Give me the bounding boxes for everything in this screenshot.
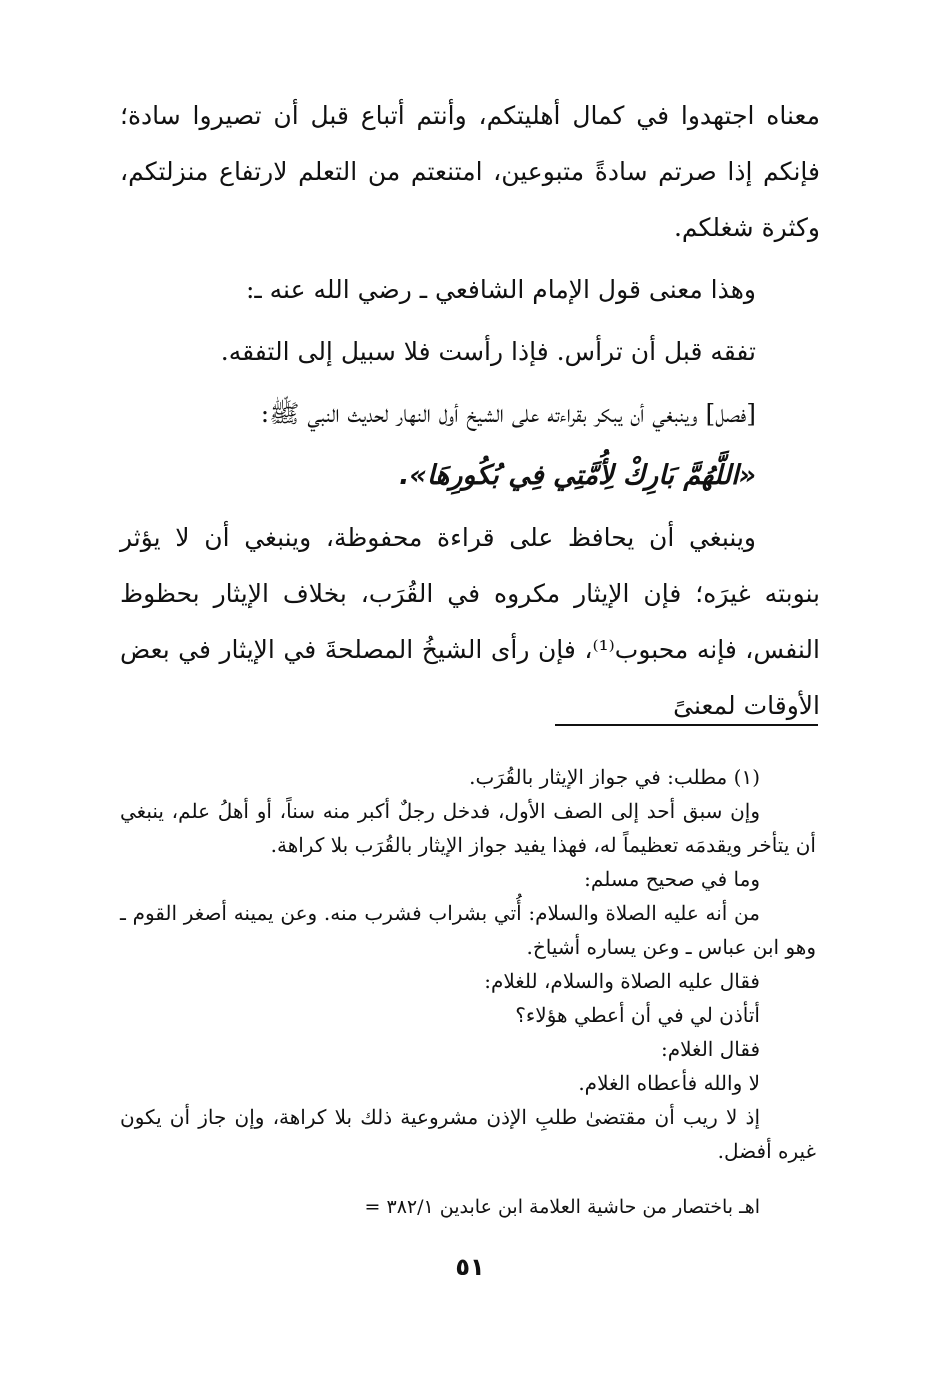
footnote-line: وما في صحيح مسلم: <box>584 867 760 891</box>
paragraph-1: معناه اجتهدوا في كمال أهليتكم، وأنتم أتباع قبل أن تصيروا سادة؛ فإنكم إذا صرتم سادةً متبوعين، امتنعتم من التعلم لارتفاع منزلتكم، وكثرة شغلكم. <box>120 101 820 242</box>
hadith-quote: «اللَّهُمَّ بَارِكْ لِأُمَّتِي فِي بُكُورِهَا». <box>399 460 756 491</box>
footnote-line: فقال عليه الصلاة والسلام، للغلام: <box>484 969 760 993</box>
paragraph-2: وهذا معنى قول الإمام الشافعي ـ رضي الله عنه ـ: <box>245 275 756 304</box>
footnote-line: (١) مطلب: في جواز الإيثار بالقُرَب. <box>469 765 760 789</box>
paragraph-5: وينبغي أن يحافظ على قراءة محفوظة، وينبغي أن لا يؤثر بنوبته غيرَه؛ فإن الإيثار مكروه في القُرَب، بخلاف الإيثار بحظوظ النفس، فإنه محبوب⁽¹⁾، فإن رأى الشيخُ المصلحةَ في الإيثار في بعض الأوقات لمعنىً <box>120 523 820 720</box>
footnote-line: أتأذن لي في أن أعطي هؤلاء؟ <box>515 1003 760 1027</box>
paragraph-4: [فصل] وينبغي أن يبكر بقراءته على الشيخ أول النهار لحديث النبي ﷺ: <box>260 399 756 428</box>
page-number: ٥١ <box>455 1253 485 1281</box>
footnote-line: وإن سبق أحد إلى الصف الأول، فدخل رجلٌ أكبر منه سناً، أو أهلُ علم، ينبغي أن يتأخر ويقدمَه تعظيماً له، فهذا يفيد جواز الإيثار بالقُرَب بلا كراهة. <box>120 799 816 857</box>
footnote-line: من أنه عليه الصلاة والسلام: أُتي بشراب فشرب منه. وعن يمينه أصغر القوم ـ وهو ابن عباس ـ وعن يساره أشياخ. <box>120 901 816 959</box>
footnote-line: إذ لا ريب أن مقتضىٰ طلبِ الإذن مشروعية ذلك بلا كراهة، وإن جاز أن يكون غيره أفضل. <box>120 1105 816 1163</box>
footnotes <box>120 760 816 1168</box>
source-citation: اهـ باختصار من حاشية العلامة ابن عابدين ٣٨٢/١ = <box>364 1196 760 1218</box>
footnote-separator <box>555 724 818 726</box>
footnote-line: لا والله فأعطاه الغلام. <box>578 1071 760 1095</box>
paragraph-3: تفقه قبل أن ترأس. فإذا رأست فلا سبيل إلى التفقه. <box>220 337 756 366</box>
footnote-line: فقال الغلام: <box>660 1037 760 1061</box>
main-text <box>120 88 820 734</box>
